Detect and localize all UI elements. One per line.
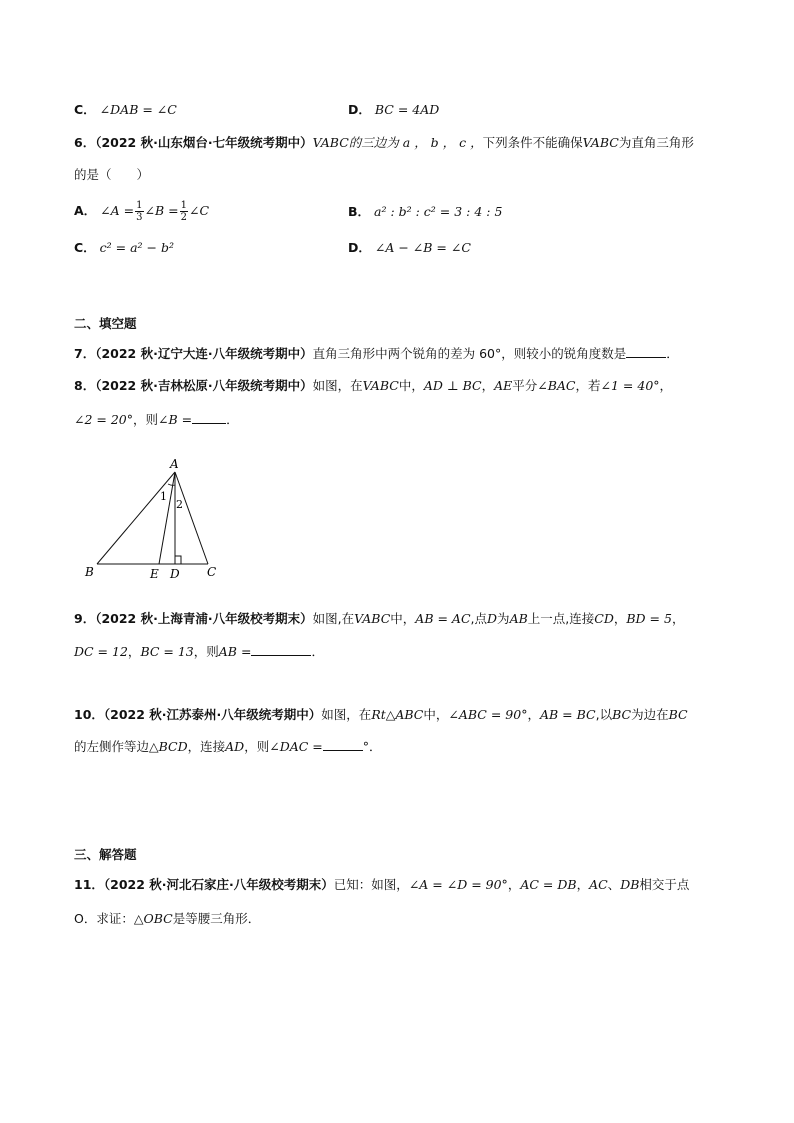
angle-value: ∠1 = 40° [600,378,660,393]
section-title: 二、填空题 [74,316,137,331]
question-text: ，连接 [187,739,226,754]
denominator: 2 [180,212,187,223]
question-text: 如图,在 [312,611,355,626]
option-label: D． [348,102,371,117]
condition: AC = DB [520,877,577,892]
label-b: B [85,565,94,579]
angle: ∠BAC [537,378,576,393]
option-text: ∠B = [144,203,179,218]
question-text: ，则 [133,412,159,427]
segment: AB = [218,644,252,659]
stem-text: VABC的三边为 [312,135,399,150]
length: DC = 12 [74,644,128,659]
segment-ae [159,472,175,564]
label-d: D [170,567,180,581]
option-label: C． [74,240,96,255]
answer-blank[interactable] [323,738,363,751]
punct: ， [527,707,540,722]
label-a: A [170,457,179,471]
label-c: C [207,565,217,579]
q8 [74,377,672,395]
question-text: 上一点,连接 [527,611,595,626]
condition: AB = BC [539,707,596,722]
angle-arc [168,484,175,485]
question-number: 10． [74,707,104,722]
side-ac [175,472,208,564]
punct: ， [507,877,521,892]
question-number: 11． [74,877,104,892]
question-text: 如图，在 [321,707,372,722]
condition: AD ⊥ BC [423,378,482,393]
question-text: 中， [390,611,416,626]
question-text: 是等腰三角形． [172,911,261,926]
segment: AD [225,739,245,754]
q11-line2 [74,910,260,928]
angle-value: ∠A = ∠D = 90° [408,877,508,892]
option-label: D． [348,240,371,255]
angle-value: ∠ABC = 90° [448,707,528,722]
label-1: 1 [160,490,167,503]
question-number: 6． [74,135,96,150]
punct: ． [666,346,679,361]
punct: 、 [607,877,621,892]
numerator: 1 [180,200,187,211]
triangle-name: △OBC [133,911,173,926]
stem-text: 下列条件不能确保 [482,135,583,150]
side-ba [97,472,175,564]
condition: AB = AC [415,611,471,626]
option-text: ∠C [188,203,210,218]
segment: BC [668,707,688,722]
q7 [74,345,679,363]
question-source: （2022 秋·河北石家庄·八年级校考期末） [103,877,334,892]
triangle-name: VABC [362,378,399,393]
question-text: ,以 [595,707,613,722]
option-text: a² : b² : c² = 3 : 4 : 5 [374,204,503,219]
option-text: ∠A = [100,203,135,218]
option-label: A． [74,203,97,218]
question-text: ，若 [575,378,601,393]
punct: °． [362,739,382,754]
answer-blank[interactable] [192,411,226,424]
punct: ． [311,644,324,659]
punct: ． [226,412,239,427]
question-text: ，则 [244,739,270,754]
question-source: （2022 秋·上海青浦·八年级校考期末） [95,611,313,626]
option-label: C． [74,102,96,117]
question-text: 平分 [512,378,538,393]
question-text: ,点 [470,611,488,626]
answer-blank[interactable] [251,643,311,656]
stem-vars: a ， b ， c ， [402,135,483,150]
punct: ， [659,378,673,393]
question-text: 中， [398,378,424,393]
numerator: 1 [136,200,143,211]
q6-option-b [348,203,502,221]
question-text: ，则 [193,644,219,659]
q6-option-a [74,200,209,223]
fraction [135,200,143,223]
segment: AE [494,378,513,393]
q6-stem-line2 [74,166,149,184]
punct: ， [481,378,495,393]
q6-stem [74,134,694,152]
label-e: E [150,567,159,581]
question-source: （2022 秋·吉林松原·八年级统考期中） [95,378,313,393]
question-text: 的左侧作等边 [74,739,150,754]
q11 [74,876,689,894]
question-source: （2022 秋·辽宁大连·八年级统考期中） [95,346,313,361]
question-text: 相交于点 [639,877,690,892]
stem-text: 为直角三角形 [618,135,694,150]
punct: ， [613,611,627,626]
segment: AB [509,611,528,626]
angle-value: ∠2 = 20° [74,412,134,427]
question-text: 为边在 [631,707,669,722]
option-text: c² = a² − b² [99,240,175,255]
punct: ， [576,877,590,892]
option-text: ∠DAB = ∠C [99,102,177,117]
point: D [487,611,498,626]
question-text: 如图，在 [312,378,363,393]
q8-line2 [74,411,239,429]
segment: AC [589,877,608,892]
question-text: 已知：如图， [333,877,409,892]
q9 [74,610,684,628]
q6-option-c [74,239,174,257]
question-text: 直角三角形中两个锐角的差为 60°，则较小的锐角度数是 [312,346,627,361]
angle: ∠B = [158,412,193,427]
option-label: B． [348,204,371,219]
q9-line2 [74,643,324,661]
fraction [180,200,188,223]
q10-line2 [74,738,382,756]
question-source: （2022 秋·山东烟台·七年级统考期中） [95,135,313,150]
question-text: 中， [423,707,449,722]
question-number: 8． [74,378,96,393]
length: BD = 5 [626,611,672,626]
punct: ， [127,644,141,659]
answer-blank[interactable] [626,345,666,358]
stem-text: 的是（ ） [74,167,150,182]
right-angle-mark [175,556,181,564]
question-source: （2022 秋·江苏泰州·八年级统考期中） [103,707,322,722]
triangle-figure [80,452,230,582]
angle: ∠DAC = [269,739,323,754]
q5-option-d [348,101,439,119]
triangle-name: VABC [354,611,391,626]
punct: ， [671,611,685,626]
label-2: 2 [176,498,183,511]
question-number: 9． [74,611,96,626]
stem-triangle: VABC [582,135,619,150]
denominator: 3 [136,212,143,223]
length: BC = 13 [140,644,194,659]
segment: DB [620,877,640,892]
segment: CD [594,611,614,626]
triangle-name: Rt△ABC [371,707,424,722]
q5-option-c [74,101,177,119]
question-text: 为 [497,611,510,626]
question-text: O．求证： [74,911,134,926]
triangle-name: △BCD [149,739,188,754]
section-title: 三、解答题 [74,847,137,862]
segment: BC [612,707,632,722]
option-text: BC = 4AD [374,102,440,117]
question-number: 7． [74,346,96,361]
q6-option-d [348,239,471,257]
q10 [74,706,688,724]
option-text: ∠A − ∠B = ∠C [374,240,471,255]
